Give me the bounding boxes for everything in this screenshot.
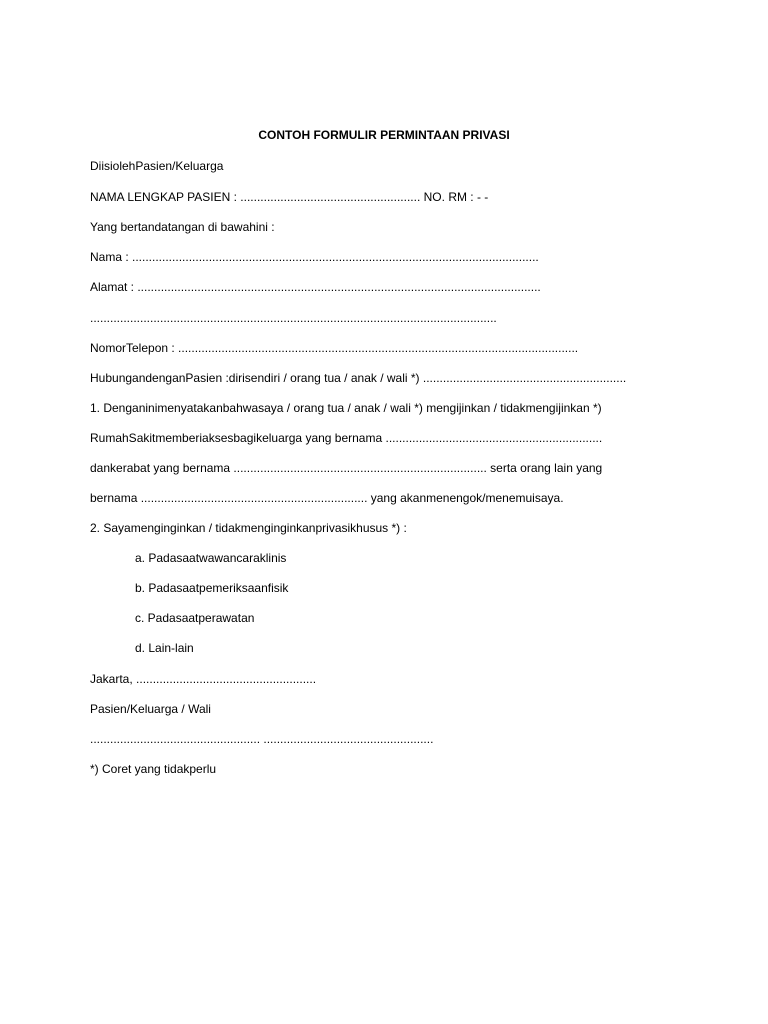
option-d: d. Lain-lain [135,641,194,655]
option-b: b. Padasaatpemeriksaanfisik [135,581,289,595]
address-continuation-line: .......................................................................................................................... [90,311,497,325]
relation-line: HubungandenganPasien :dirisendiri / orang tua / anak / wali *) ............................................................. [90,371,627,385]
signer-line: Pasien/Keluarga / Wali [90,702,211,716]
signature-line: ................................................... ................................................... [90,732,434,746]
page-title: CONTOH FORMULIR PERMINTAAN PRIVASI [258,128,510,142]
patient-name-line: NAMA LENGKAP PASIEN : ...................................................... NO. RM : - - [90,190,489,204]
option-c: c. Padasaatperawatan [135,611,255,625]
address-line: Alamat : ......................................................................................................................... [90,280,541,294]
statement-1-line-2: RumahSakitmemberiaksesbagikeluarga yang bernama ................................................................. [90,431,603,445]
option-a: a. Padasaatwawancaraklinis [135,551,287,565]
phone-line: NomorTelepon : ........................................................................................................................ [90,341,579,355]
statement-1-line-3: dankerabat yang bernama ............................................................................ serta orang lain yang [90,461,603,475]
filled-by-line: DiisiolehPasien/Keluarga [90,159,224,173]
statement-1-line-4: bernama .................................................................... yang akanmenengok/menemuisaya. [90,491,564,505]
statement-1-line-1: 1. Denganinimenyatakanbahwasaya / orang tua / anak / wali *) mengijinkan / tidakmengijinkan *) [90,401,602,415]
place-date-line: Jakarta, ...................................................... [90,672,317,686]
footnote-line: *) Coret yang tidakperlu [90,762,217,776]
statement-2-line: 2. Sayamenginginkan / tidakmenginginkanprivasikhusus *) : [90,521,407,535]
undersigned-line: Yang bertandatangan di bawahini : [90,220,275,234]
name-line: Nama : .......................................................................................................................... [90,250,539,264]
